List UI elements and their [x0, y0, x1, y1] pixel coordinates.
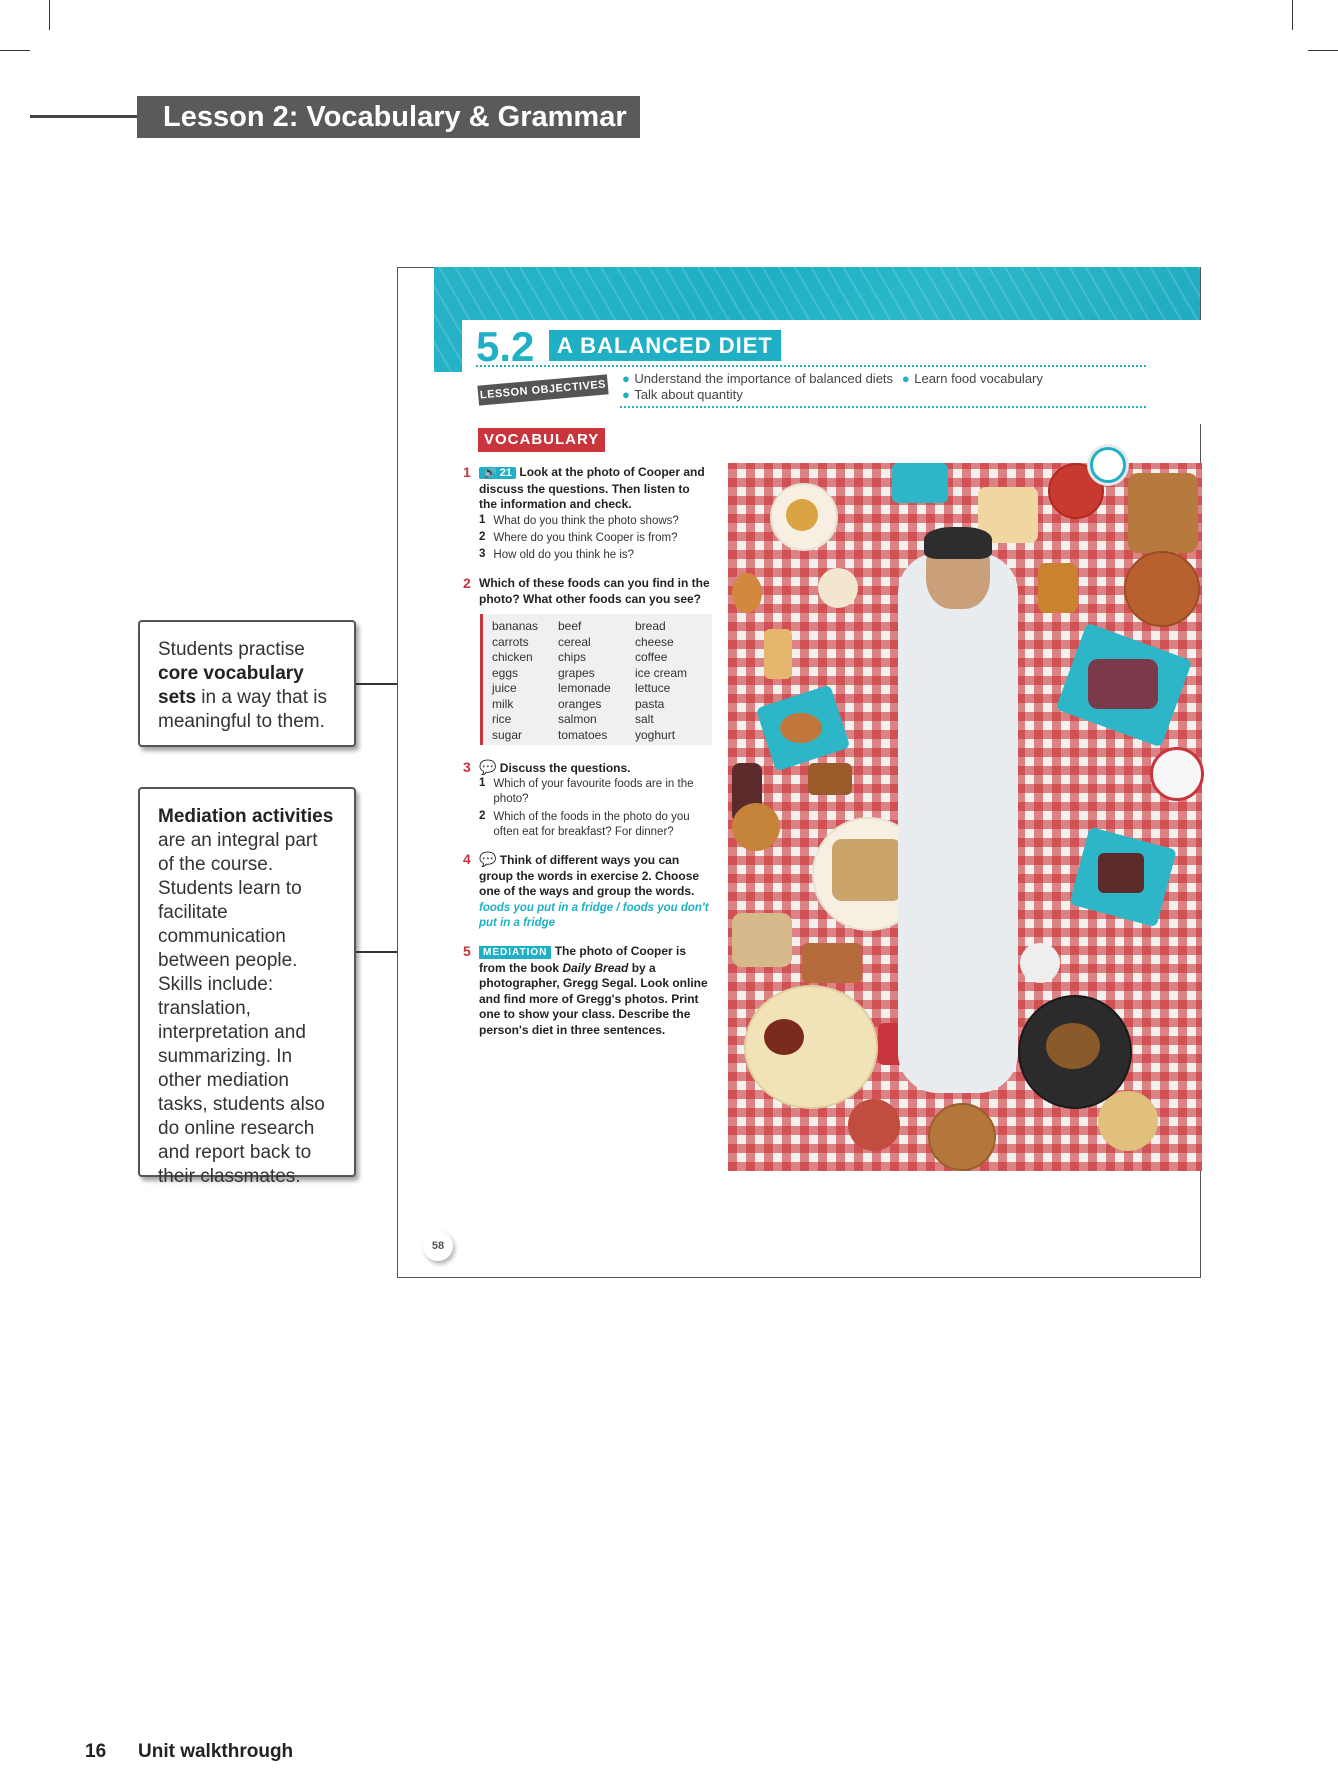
callout-text: in a way that is meaningful to them. — [158, 687, 327, 732]
question-text: Where do you think Cooper is from? — [493, 532, 678, 544]
word: coffee — [635, 650, 668, 664]
vocabulary-callout — [138, 620, 356, 747]
food-item — [764, 1019, 804, 1055]
word: lemonade — [558, 681, 611, 695]
instruction-text: Look at the photo of Cooper and discuss the questions. Then listen to the information and check. — [479, 465, 705, 511]
speaker-icon: 🔊 — [483, 467, 497, 479]
question-text: Which of your favourite foods are in the photo? — [493, 778, 694, 805]
exercise-5-instruction — [479, 944, 711, 1038]
bullet-icon: ● — [901, 371, 910, 386]
callout-text: are an integral part of the course. Students learn to facilitate communication between people. Skills include: translation, interpretation and summarizing. In other mediation tasks, students also do online research and report back to their classmates. — [158, 830, 325, 1187]
audio-track-number: 21 — [499, 467, 513, 479]
bullet-icon: ● — [622, 371, 630, 386]
word: pasta — [635, 696, 665, 711]
food-item — [732, 803, 780, 851]
word: cheese — [635, 634, 674, 649]
word: sugar — [492, 727, 523, 742]
exercise-1-instruction — [479, 465, 711, 513]
dotted-rule — [620, 406, 1146, 408]
word: oranges — [558, 696, 602, 711]
objective: Learn food vocabulary — [914, 371, 1043, 386]
word: carrots — [492, 634, 529, 649]
question-number: 2 — [479, 810, 486, 822]
food-item — [732, 913, 792, 967]
word: juice — [492, 681, 517, 695]
word: yoghurt — [635, 727, 676, 742]
globe-icon[interactable] — [1090, 447, 1126, 483]
question-item — [479, 514, 711, 529]
speech-bubble-icon: 💬 — [479, 851, 497, 867]
question-text: How old do you think he is? — [493, 549, 635, 561]
person-figure — [898, 553, 1018, 1093]
unit-title: A BALANCED DIET — [549, 330, 781, 361]
objectives-line-2 — [622, 386, 743, 404]
plate — [928, 1103, 996, 1171]
footer-page-number: 16 — [85, 1741, 107, 1762]
exercise-number: 2 — [463, 575, 471, 591]
instruction-text: Think of different ways you can group the words in exercise 2. Choose one of the ways and group the words. — [479, 853, 700, 898]
exercise-number: 3 — [463, 759, 471, 775]
exercise-1-questions — [479, 514, 711, 563]
dotted-rule — [476, 365, 1146, 367]
food-item — [1020, 943, 1060, 983]
unit-number: 5.2 — [476, 323, 535, 370]
exercise-4-instruction — [479, 852, 711, 900]
plate — [744, 985, 878, 1109]
question-number: 3 — [479, 548, 486, 560]
word: ice cream — [635, 665, 688, 680]
crop-mark — [49, 0, 50, 30]
callout-bold: core vocabulary sets — [158, 663, 304, 708]
word: bread — [635, 619, 666, 633]
food-item — [786, 499, 818, 531]
word-column-2 — [558, 619, 611, 743]
exercise-2-instruction: Which of these foods can you find in the photo? What other foods can you see? — [479, 576, 710, 606]
word: lettuce — [635, 681, 671, 695]
crop-mark — [1308, 50, 1338, 51]
food-photo — [728, 463, 1202, 1171]
word-column-3 — [635, 619, 687, 743]
book-page-number: 58 — [423, 1231, 453, 1261]
exercise-4-example: foods you put in a fridge / foods you don't put in a fridge — [479, 902, 709, 929]
question-item — [479, 777, 711, 807]
footer-section-title: Unit walkthrough — [138, 1741, 294, 1762]
lesson-objectives-tag: LESSON OBJECTIVES — [477, 374, 608, 405]
question-text: What do you think the photo shows? — [493, 515, 679, 527]
lesson-title-banner: Lesson 2: Vocabulary & Grammar — [137, 96, 640, 138]
food-item — [1098, 1091, 1158, 1151]
food-item — [802, 943, 862, 983]
callout-text: Students practise — [158, 639, 305, 660]
bullet-icon: ● — [622, 387, 630, 402]
food-item — [848, 1099, 900, 1151]
food-item — [780, 713, 822, 743]
food-item — [1150, 747, 1204, 801]
callout-bold: Mediation activities — [158, 806, 334, 827]
word: rice — [492, 712, 512, 726]
food-item — [732, 573, 762, 613]
word-column-1 — [492, 619, 538, 743]
food-item — [1088, 659, 1158, 709]
book-title: Daily Bread — [562, 960, 629, 975]
question-number: 1 — [479, 777, 486, 789]
food-item — [1098, 853, 1144, 893]
person-hair — [924, 527, 992, 559]
exercise-number: 5 — [463, 943, 471, 959]
word: eggs — [492, 665, 519, 680]
food-item — [818, 568, 858, 608]
speech-bubble-icon: 💬 — [479, 759, 497, 775]
food-item — [1046, 1023, 1100, 1069]
banner-rule — [30, 115, 140, 118]
food-item — [832, 839, 902, 901]
food-item — [764, 629, 792, 679]
exercise-3-questions — [479, 777, 711, 840]
food-item — [808, 763, 852, 795]
crop-mark — [0, 50, 30, 51]
crop-mark — [1292, 0, 1293, 30]
word: chicken — [492, 650, 533, 664]
word: milk — [492, 696, 514, 711]
audio-track-chip[interactable] — [479, 467, 516, 479]
question-item — [479, 548, 711, 563]
word: grapes — [558, 665, 595, 680]
exercise-number: 1 — [463, 464, 471, 480]
question-item — [479, 810, 711, 840]
question-text: Which of the foods in the photo do you often eat for breakfast? For dinner? — [493, 811, 690, 838]
instruction-text: The photo of Cooper is from the book — [479, 944, 687, 975]
exercise-3-instruction — [479, 760, 711, 777]
instruction-text: by a photographer, Gregg Segal. Look online and find more of Gregg's photos. Print one to show your class. Describe the person's diet in three sentences. — [479, 960, 708, 1037]
word: beef — [558, 619, 582, 633]
food-item — [1038, 563, 1078, 613]
word: salt — [635, 712, 654, 726]
word: bananas — [492, 619, 539, 633]
instruction-text: Discuss the questions. — [499, 761, 631, 775]
word: salmon — [558, 712, 597, 726]
objective: Talk about quantity — [634, 387, 743, 402]
word: chips — [558, 650, 587, 664]
objective: Understand the importance of balanced diets — [634, 371, 894, 386]
mediation-tag: MEDIATION — [479, 946, 551, 959]
vocabulary-heading: VOCABULARY — [478, 428, 605, 452]
plate — [1124, 551, 1200, 627]
question-number: 2 — [479, 531, 486, 543]
mediation-callout — [138, 787, 356, 1187]
question-number: 1 — [479, 514, 486, 526]
exercise-number: 4 — [463, 851, 471, 867]
tray — [892, 463, 948, 503]
word: tomatoes — [558, 727, 608, 742]
food-item — [1128, 473, 1198, 553]
question-item — [479, 531, 711, 546]
word: cereal — [558, 634, 591, 649]
